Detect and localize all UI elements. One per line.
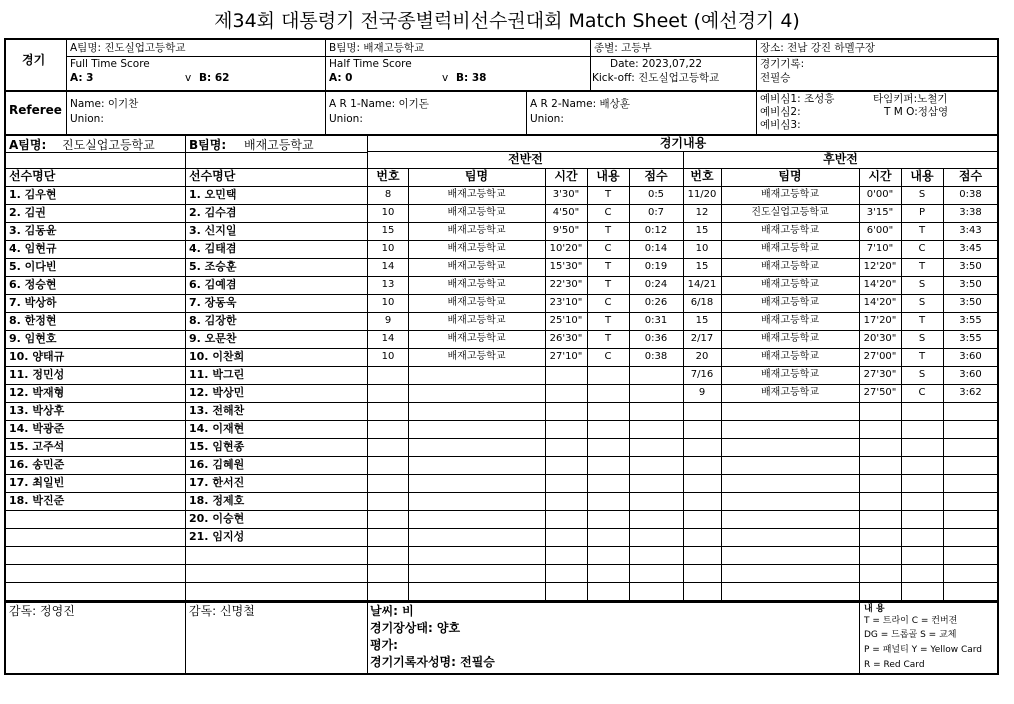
first-half-event-cell: 9 xyxy=(384,315,392,326)
second-half-event-cell: 15 xyxy=(695,261,709,272)
second-half-header-time: 시간 xyxy=(868,169,892,183)
second-half-event-cell: 17'20" xyxy=(863,315,897,326)
second-half-event-cell: 0'00" xyxy=(866,189,894,200)
reserve-referee-2: 예비심2: xyxy=(760,106,801,118)
grid-line xyxy=(5,564,998,565)
second-half-event-cell: 3:43 xyxy=(959,225,982,236)
coach-a: 감독: 정영진 xyxy=(9,604,75,618)
player-b: 21. 임지성 xyxy=(189,530,245,543)
second-half-event-cell: T xyxy=(918,261,926,272)
second-half-event-cell: 7'10" xyxy=(866,243,894,254)
player-b: 16. 김혜원 xyxy=(189,458,245,471)
page-title: 제34회 대통령기 전국종별럭비선수권대회 Match Sheet (예선경기 4) xyxy=(214,10,800,32)
grid-line xyxy=(5,420,998,421)
second-half-event-cell: 배재고등학교 xyxy=(761,225,819,236)
full-time-score-a: A: 3 xyxy=(70,72,94,84)
player-a: 4. 임현규 xyxy=(9,242,57,255)
first-half-event-cell: 배재고등학교 xyxy=(447,351,506,362)
first-half-event-cell: 0:26 xyxy=(644,297,668,308)
first-half-event-cell: 3'30" xyxy=(552,189,580,200)
half-time-label: Half Time Score xyxy=(329,58,412,70)
full-time-v: v xyxy=(185,72,192,84)
first-half-event-cell: 10 xyxy=(381,297,395,308)
second-half-event-cell: 14'20" xyxy=(863,297,897,308)
second-half-event-cell: 27'50" xyxy=(863,387,897,398)
player-a: 18. 박진준 xyxy=(9,494,65,507)
second-half-event-cell: 배재고등학교 xyxy=(761,315,819,326)
second-half-event-cell: 6'00" xyxy=(866,225,894,236)
first-half-header-score: 점수 xyxy=(644,169,668,183)
second-half-event-cell: 배재고등학교 xyxy=(761,189,819,200)
ar2-name: A R 2-Name: 배상훈 xyxy=(530,98,630,110)
second-half-event-cell: 10 xyxy=(695,243,709,254)
first-half-event-cell: 14 xyxy=(381,261,395,272)
second-half-event-cell: 2/17 xyxy=(690,333,714,344)
grid-line xyxy=(5,601,998,603)
second-half-event-cell: 15 xyxy=(695,225,709,236)
player-a: 3. 김동윤 xyxy=(9,224,57,237)
ar1-name: A R 1-Name: 이기돈 xyxy=(329,98,429,110)
second-half-event-cell: 3:38 xyxy=(959,207,982,218)
first-half-event-cell: 15 xyxy=(381,225,395,236)
full-time-label: Full Time Score xyxy=(70,58,150,70)
timekeeper: 타임키퍼:노철기 xyxy=(873,93,948,105)
second-half-event-cell: 배재고등학교 xyxy=(761,369,819,380)
player-a: 2. 김권 xyxy=(9,206,46,219)
first-half-header-type: 내용 xyxy=(596,169,620,183)
reserve-referee-1: 예비심1: 조성흥 xyxy=(760,93,835,105)
second-half-event-cell: 27'00" xyxy=(863,351,897,362)
grid-line xyxy=(5,546,998,547)
team-b-name: B팀명: 배재고등학교 xyxy=(329,42,425,54)
second-half-header-score: 점수 xyxy=(958,169,983,183)
first-half-event-cell: 10 xyxy=(381,243,395,254)
first-half-event-cell: 0:7 xyxy=(647,207,665,218)
player-a: 12. 박재형 xyxy=(9,386,65,399)
first-half-event-cell: T xyxy=(604,279,612,290)
first-half-event-cell: 25'10" xyxy=(549,315,583,326)
player-b: 12. 박상민 xyxy=(189,386,245,399)
first-half-event-cell: 0:12 xyxy=(644,225,668,236)
tmo: T M O:정삼영 xyxy=(884,106,949,118)
first-half-event-cell: 4'50" xyxy=(552,207,580,218)
first-half-event-cell: 10'20" xyxy=(549,243,583,254)
first-half-header-time: 시간 xyxy=(554,169,578,183)
recorder-signature: 경기기록자성명: 전필승 xyxy=(370,655,495,669)
field-condition: 경기장상태: 양호 xyxy=(370,621,461,635)
first-half-event-cell: 15'30" xyxy=(549,261,583,272)
player-b: 13. 전해찬 xyxy=(189,404,245,417)
player-b: 6. 김예겸 xyxy=(189,278,237,291)
divider xyxy=(756,39,757,91)
half-time-score-b: B: 38 xyxy=(456,72,487,84)
grid-line xyxy=(5,438,998,439)
first-half-event-cell: 0:19 xyxy=(644,261,668,272)
second-half-event-cell: 3:55 xyxy=(959,315,982,326)
ar1-union: Union: xyxy=(329,113,363,125)
second-half-event-cell: 7/16 xyxy=(690,369,714,380)
second-half-event-cell: 14'20" xyxy=(863,279,897,290)
divider xyxy=(66,91,67,135)
first-half-event-cell: 14 xyxy=(381,333,395,344)
second-half-event-cell: 진도실업고등학교 xyxy=(751,207,829,218)
player-a: 5. 이다빈 xyxy=(9,260,57,273)
second-half-event-cell: 3:55 xyxy=(959,333,982,344)
first-half-event-cell: C xyxy=(604,297,612,308)
player-a: 11. 정민성 xyxy=(9,368,65,381)
grid-line xyxy=(5,510,998,511)
team-a-name: A팀명: 진도실업고등학교 xyxy=(70,42,186,54)
team-a-title: 진도실업고등학교 xyxy=(62,138,155,152)
first-half-event-cell: 0:24 xyxy=(644,279,668,290)
weather: 날씨: 비 xyxy=(370,604,414,618)
grid-line xyxy=(5,528,998,529)
first-half-event-cell: T xyxy=(604,261,612,272)
grid-line xyxy=(5,582,998,583)
player-a: 13. 박상후 xyxy=(9,404,65,417)
evaluation: 평가: xyxy=(370,638,398,652)
player-b: 2. 김수겸 xyxy=(189,206,237,219)
second-half-event-cell: 배재고등학교 xyxy=(761,279,819,290)
first-half-event-cell: T xyxy=(604,225,612,236)
first-half-label: 전반전 xyxy=(508,152,543,166)
second-half-header-no: 번호 xyxy=(690,169,714,183)
legend-line-4: R = Red Card xyxy=(864,660,925,670)
second-half-event-cell: S xyxy=(918,297,926,308)
second-half-label: 후반전 xyxy=(823,152,858,166)
second-half-event-cell: 6/18 xyxy=(690,297,714,308)
second-half-event-cell: 배재고등학교 xyxy=(761,261,819,272)
first-half-event-cell: T xyxy=(604,315,612,326)
second-half-event-cell: 14/21 xyxy=(687,279,717,290)
divider xyxy=(5,90,998,92)
first-half-event-cell: C xyxy=(604,351,612,362)
first-half-event-cell: 배재고등학교 xyxy=(447,225,506,236)
player-a: 8. 한정현 xyxy=(9,314,57,327)
first-half-event-cell: 23'10" xyxy=(549,297,583,308)
player-list-header-b: 선수명단 xyxy=(189,169,236,183)
legend-line-2: DG = 드롭골 S = 교체 xyxy=(864,630,957,640)
legend-line-3: P = 패널티 Y = Yellow Card xyxy=(864,645,983,655)
player-b: 8. 김장한 xyxy=(189,314,237,327)
second-half-event-cell: 0:38 xyxy=(959,189,982,200)
first-half-event-cell: 배재고등학교 xyxy=(447,315,506,326)
second-half-event-cell: 3:60 xyxy=(959,369,982,380)
player-a: 1. 김우현 xyxy=(9,188,57,201)
player-b: 1. 오민택 xyxy=(189,188,237,201)
second-half-event-cell: 3:62 xyxy=(959,387,982,398)
legend-line-1: T = 트라이 C = 컨버젼 xyxy=(864,616,958,626)
second-half-event-cell: 3:60 xyxy=(959,351,982,362)
first-half-event-cell: C xyxy=(604,207,612,218)
divider xyxy=(5,134,998,136)
first-half-event-cell: 13 xyxy=(381,279,395,290)
team-a-label: A팀명: xyxy=(9,138,47,152)
first-half-event-cell: 22'30" xyxy=(549,279,583,290)
first-half-event-cell: 배재고등학교 xyxy=(447,243,506,254)
coach-b: 감독: 신명철 xyxy=(189,604,255,618)
player-b: 3. 신지일 xyxy=(189,224,237,237)
second-half-event-cell: S xyxy=(918,333,926,344)
player-b: 7. 장동욱 xyxy=(189,296,237,309)
game-content-label: 경기내용 xyxy=(659,136,707,150)
divider xyxy=(66,39,67,91)
referee-name: Name: 이기찬 xyxy=(70,98,139,110)
grid-line xyxy=(5,152,368,153)
player-b: 18. 정제호 xyxy=(189,494,245,507)
first-half-event-cell: 배재고등학교 xyxy=(447,297,506,308)
team-b-title: 배재고등학교 xyxy=(244,138,314,152)
half-time-score-a: A: 0 xyxy=(329,72,353,84)
second-half-event-cell: S xyxy=(918,369,926,380)
second-half-header-type: 내용 xyxy=(910,169,934,183)
player-a: 7. 박상하 xyxy=(9,296,57,309)
second-half-event-cell: 12 xyxy=(695,207,709,218)
second-half-event-cell: P xyxy=(918,207,926,218)
half-time-v: v xyxy=(442,72,449,84)
divider xyxy=(590,39,591,91)
first-half-event-cell: 26'30" xyxy=(549,333,583,344)
first-half-event-cell: 0:14 xyxy=(644,243,668,254)
second-half-event-cell: 9 xyxy=(698,387,706,398)
second-half-event-cell: S xyxy=(918,279,926,290)
first-half-header-no: 번호 xyxy=(376,169,400,183)
first-half-event-cell: 10 xyxy=(381,207,395,218)
second-half-event-cell: 3:50 xyxy=(959,261,982,272)
second-half-event-cell: 배재고등학교 xyxy=(761,387,819,398)
grid-line xyxy=(5,492,998,493)
player-list-header-a: 선수명단 xyxy=(9,169,56,183)
first-half-event-cell: 27'10" xyxy=(549,351,583,362)
divider xyxy=(325,91,326,135)
player-b: 5. 조승훈 xyxy=(189,260,237,273)
first-half-event-cell: T xyxy=(604,333,612,344)
first-half-event-cell: 10 xyxy=(381,351,395,362)
divider xyxy=(756,91,757,135)
recorder-name: 전필승 xyxy=(760,72,791,84)
second-half-event-cell: 배재고등학교 xyxy=(761,351,819,362)
player-b: 11. 박그린 xyxy=(189,368,245,381)
game-label: 경기 xyxy=(22,53,46,67)
second-half-event-cell: C xyxy=(918,387,926,398)
first-half-event-cell: 8 xyxy=(384,189,392,200)
player-a: 17. 최일빈 xyxy=(9,476,65,489)
first-half-event-cell: C xyxy=(604,243,612,254)
grid-line xyxy=(5,474,998,475)
grid-line xyxy=(5,168,368,169)
category: 종별: 고등부 xyxy=(594,42,652,54)
legend-title: 내 용 xyxy=(864,604,885,614)
reserve-referee-3: 예비심3: xyxy=(760,119,801,131)
first-half-event-cell: 0:5 xyxy=(647,189,665,200)
second-half-event-cell: C xyxy=(918,243,926,254)
first-half-event-cell: 0:31 xyxy=(644,315,668,326)
referee-union: Union: xyxy=(70,113,104,125)
second-half-event-cell: 배재고등학교 xyxy=(761,333,819,344)
grid-line xyxy=(185,135,186,674)
player-b: 17. 한서진 xyxy=(189,476,245,489)
player-b: 4. 김태겸 xyxy=(189,242,237,255)
player-b: 14. 이재현 xyxy=(189,422,245,435)
divider xyxy=(66,56,998,57)
second-half-event-cell: 12'20" xyxy=(863,261,897,272)
second-half-header-team: 팀명 xyxy=(778,169,802,183)
divider xyxy=(325,39,326,91)
grid-line xyxy=(5,456,998,457)
player-b: 15. 임현종 xyxy=(189,440,245,453)
record-label: 경기기록: xyxy=(760,58,805,70)
second-half-event-cell: T xyxy=(918,315,926,326)
player-a: 9. 임현호 xyxy=(9,332,57,345)
player-b: 20. 이승현 xyxy=(189,512,245,525)
second-half-event-cell: 배재고등학교 xyxy=(761,297,819,308)
referee-label: Referee xyxy=(9,103,62,117)
player-b: 10. 이찬희 xyxy=(189,350,245,363)
player-a: 14. 박광준 xyxy=(9,422,65,435)
first-half-header-team: 팀명 xyxy=(464,169,489,183)
grid-line xyxy=(859,601,860,674)
first-half-event-cell: T xyxy=(604,189,612,200)
second-half-event-cell: 배재고등학교 xyxy=(761,243,819,254)
player-a: 16. 송민준 xyxy=(9,458,65,471)
first-half-event-cell: 배재고등학교 xyxy=(447,207,506,218)
full-time-score-b: B: 62 xyxy=(199,72,230,84)
first-half-event-cell: 배재고등학교 xyxy=(447,189,506,200)
venue: 장소: 전남 강진 하멜구장 xyxy=(760,42,875,54)
player-a: 10. 양태규 xyxy=(9,350,65,363)
first-half-event-cell: 배재고등학교 xyxy=(447,279,506,290)
grid-line xyxy=(5,402,998,403)
match-date: Date: 2023,07,22 xyxy=(610,58,703,70)
player-a: 6. 정승현 xyxy=(9,278,57,291)
divider xyxy=(526,91,527,135)
second-half-event-cell: 3:50 xyxy=(959,297,982,308)
first-half-event-cell: 0:38 xyxy=(644,351,668,362)
second-half-event-cell: 11/20 xyxy=(687,189,717,200)
ar2-union: Union: xyxy=(530,113,564,125)
player-a: 15. 고주석 xyxy=(9,440,65,453)
second-half-event-cell: 3:45 xyxy=(959,243,982,254)
second-half-event-cell: 15 xyxy=(695,315,709,326)
second-half-event-cell: T xyxy=(918,225,926,236)
kickoff: Kick-off: 진도실업고등학교 xyxy=(592,72,720,84)
first-half-event-cell: 배재고등학교 xyxy=(447,261,506,272)
second-half-event-cell: T xyxy=(918,351,926,362)
second-half-event-cell: 27'30" xyxy=(863,369,897,380)
team-b-label: B팀명: xyxy=(189,138,227,152)
player-b: 9. 오문찬 xyxy=(189,332,237,345)
first-half-event-cell: 9'50" xyxy=(552,225,580,236)
second-half-event-cell: 20 xyxy=(695,351,709,362)
first-half-event-cell: 0:36 xyxy=(644,333,668,344)
second-half-event-cell: 20'30" xyxy=(863,333,897,344)
second-half-event-cell: 3'15" xyxy=(866,207,894,218)
second-half-event-cell: S xyxy=(918,189,926,200)
first-half-event-cell: 배재고등학교 xyxy=(447,333,506,344)
second-half-event-cell: 3:50 xyxy=(959,279,982,290)
